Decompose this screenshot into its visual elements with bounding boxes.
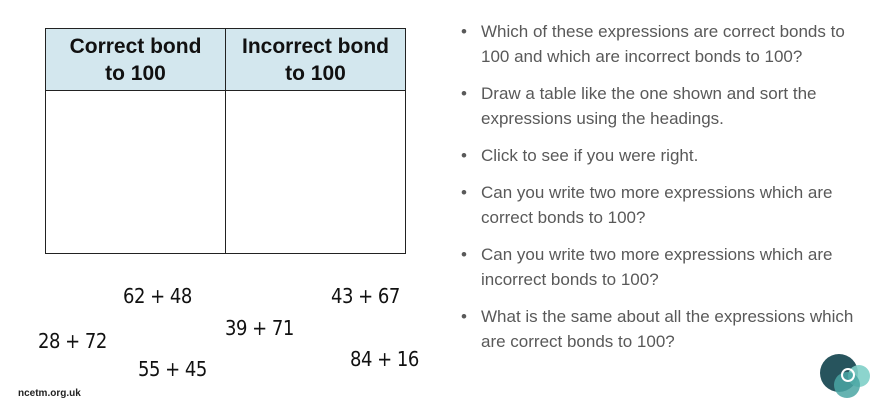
footer-url: ncetm.org.uk (18, 388, 81, 399)
instruction-text: Click to see if you were right. (481, 146, 699, 165)
instruction-text: Draw a table like the one shown and sort the expressions using the headings. (481, 84, 817, 128)
instruction-text: Can you write two more expressions which are correct bonds to 100? (481, 183, 833, 227)
instruction-text: Can you write two more expressions which are incorrect bonds to 100? (481, 245, 833, 289)
header-correct-line2: to 100 (105, 61, 166, 85)
expression-card[interactable]: 84 + 16 (350, 347, 419, 371)
bullet-dot: • (461, 84, 467, 103)
instruction-text: Which of these expressions are correct bonds to 100 and which are incorrect bonds to 100? (481, 22, 845, 66)
expression-card[interactable]: 55 + 45 (138, 357, 207, 381)
instruction-item (460, 81, 860, 131)
expression-card[interactable]: 43 + 67 (331, 284, 400, 308)
bullet-dot: • (461, 146, 467, 165)
instruction-list (460, 19, 860, 366)
instruction-item (460, 180, 860, 230)
instruction-item (460, 304, 860, 354)
instruction-item (460, 143, 860, 168)
header-incorrect-bond (226, 29, 406, 91)
expression-card[interactable]: 28 + 72 (38, 329, 107, 353)
expression-card[interactable]: 62 + 48 (123, 284, 192, 308)
bullet-dot: • (461, 307, 467, 326)
bullet-dot: • (461, 22, 467, 41)
sorting-table (45, 28, 406, 254)
bullet-dot: • (461, 245, 467, 264)
header-incorrect-line2: to 100 (285, 61, 346, 85)
bullet-dot: • (461, 183, 467, 202)
logo-circle-mid (834, 372, 860, 398)
instruction-item (460, 19, 860, 69)
instruction-text: What is the same about all the expressions which are correct bonds to 100? (481, 307, 854, 351)
ncetm-logo-icon (818, 352, 872, 402)
header-correct-line1: Correct bond (69, 34, 202, 58)
incorrect-bond-cell[interactable] (226, 91, 406, 254)
instruction-item (460, 242, 860, 292)
expression-card[interactable]: 39 + 71 (225, 316, 294, 340)
correct-bond-cell[interactable] (46, 91, 226, 254)
header-incorrect-line1: Incorrect bond (241, 34, 389, 58)
header-correct-bond (46, 29, 226, 91)
